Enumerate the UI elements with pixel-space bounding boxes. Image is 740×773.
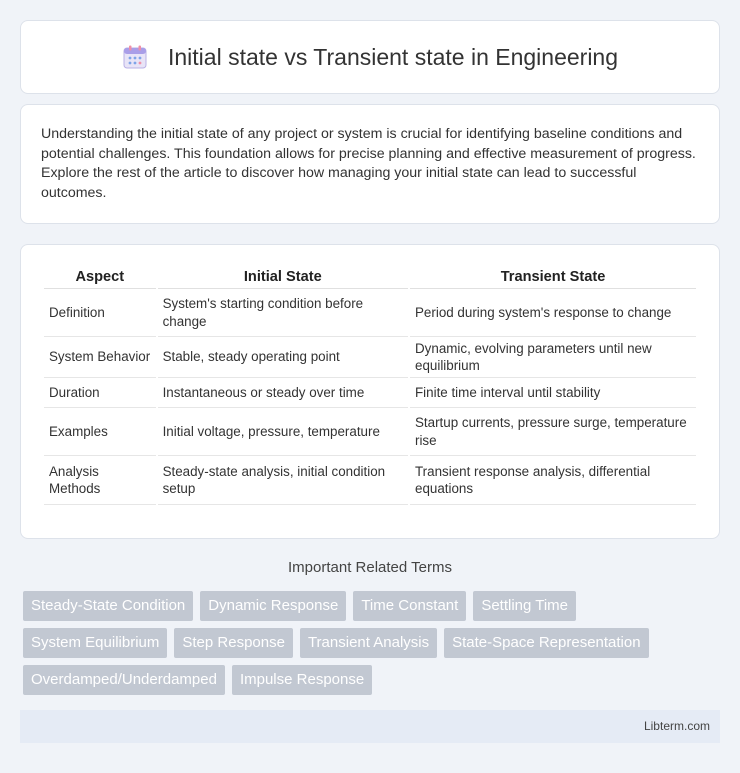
footer [20,710,720,743]
table-cell: Examples [44,408,156,456]
table-cell: Analysis Methods [44,456,156,505]
table-cell: Stable, steady operating point [158,337,408,378]
table-cell: System Behavior [44,337,156,378]
related-term-tag[interactable]: Time Constant [353,591,466,621]
related-terms-heading: Important Related Terms [288,559,452,576]
calendar-icon [122,44,148,70]
related-term-tag[interactable]: Settling Time [473,591,576,621]
column-header-initial-state: Initial State [158,265,408,289]
table-cell: Initial voltage, pressure, temperature [158,408,408,456]
table-cell: Startup currents, pressure surge, temperature rise [410,408,696,456]
table-cell: Duration [44,378,156,408]
page-title: Initial state vs Transient state in Engineering [167,43,619,70]
related-term-tag[interactable]: Step Response [174,628,293,658]
header-card [20,20,720,94]
column-header-aspect: Aspect [44,265,156,289]
intro-text: Understanding the initial state of any project or system is crucial for identifying baseline conditions and potential challenges. This foundation allows for precise planning and effective measurement of progress. Explore the rest of the article to discover how managing your initial state can lead to successful outcomes. [41,126,696,201]
table-header-row [44,265,696,289]
table-cell: Dynamic, evolving parameters until new equilibrium [410,337,696,378]
table-row [44,408,696,456]
related-term-tag[interactable]: Overdamped/Underdamped [23,665,225,695]
related-term-tag[interactable]: System Equilibrium [23,628,167,658]
related-term-tag[interactable]: Transient Analysis [300,628,437,658]
comparison-table [42,265,698,505]
table-cell: Period during system's response to change [410,289,696,337]
table-cell: Steady-state analysis, initial condition setup [158,456,408,505]
table-cell: Transient response analysis, differential equations [410,456,696,505]
related-terms-list [23,591,723,695]
footer-brand-link[interactable]: Libterm.com [643,719,710,733]
comparison-table-card [20,244,720,539]
table-row [44,337,696,378]
table-cell: Finite time interval until stability [410,378,696,408]
column-header-transient-state: Transient State [410,265,696,289]
table-row [44,378,696,408]
related-term-tag[interactable]: Steady-State Condition [23,591,193,621]
table-row [44,289,696,337]
table-cell: Definition [44,289,156,337]
table-cell: Instantaneous or steady over time [158,378,408,408]
related-term-tag[interactable]: State-Space Representation [444,628,648,658]
related-term-tag[interactable]: Dynamic Response [200,591,346,621]
intro-card [20,104,720,224]
table-cell: System's starting condition before change [158,289,408,337]
related-term-tag[interactable]: Impulse Response [232,665,372,695]
table-row [44,456,696,505]
